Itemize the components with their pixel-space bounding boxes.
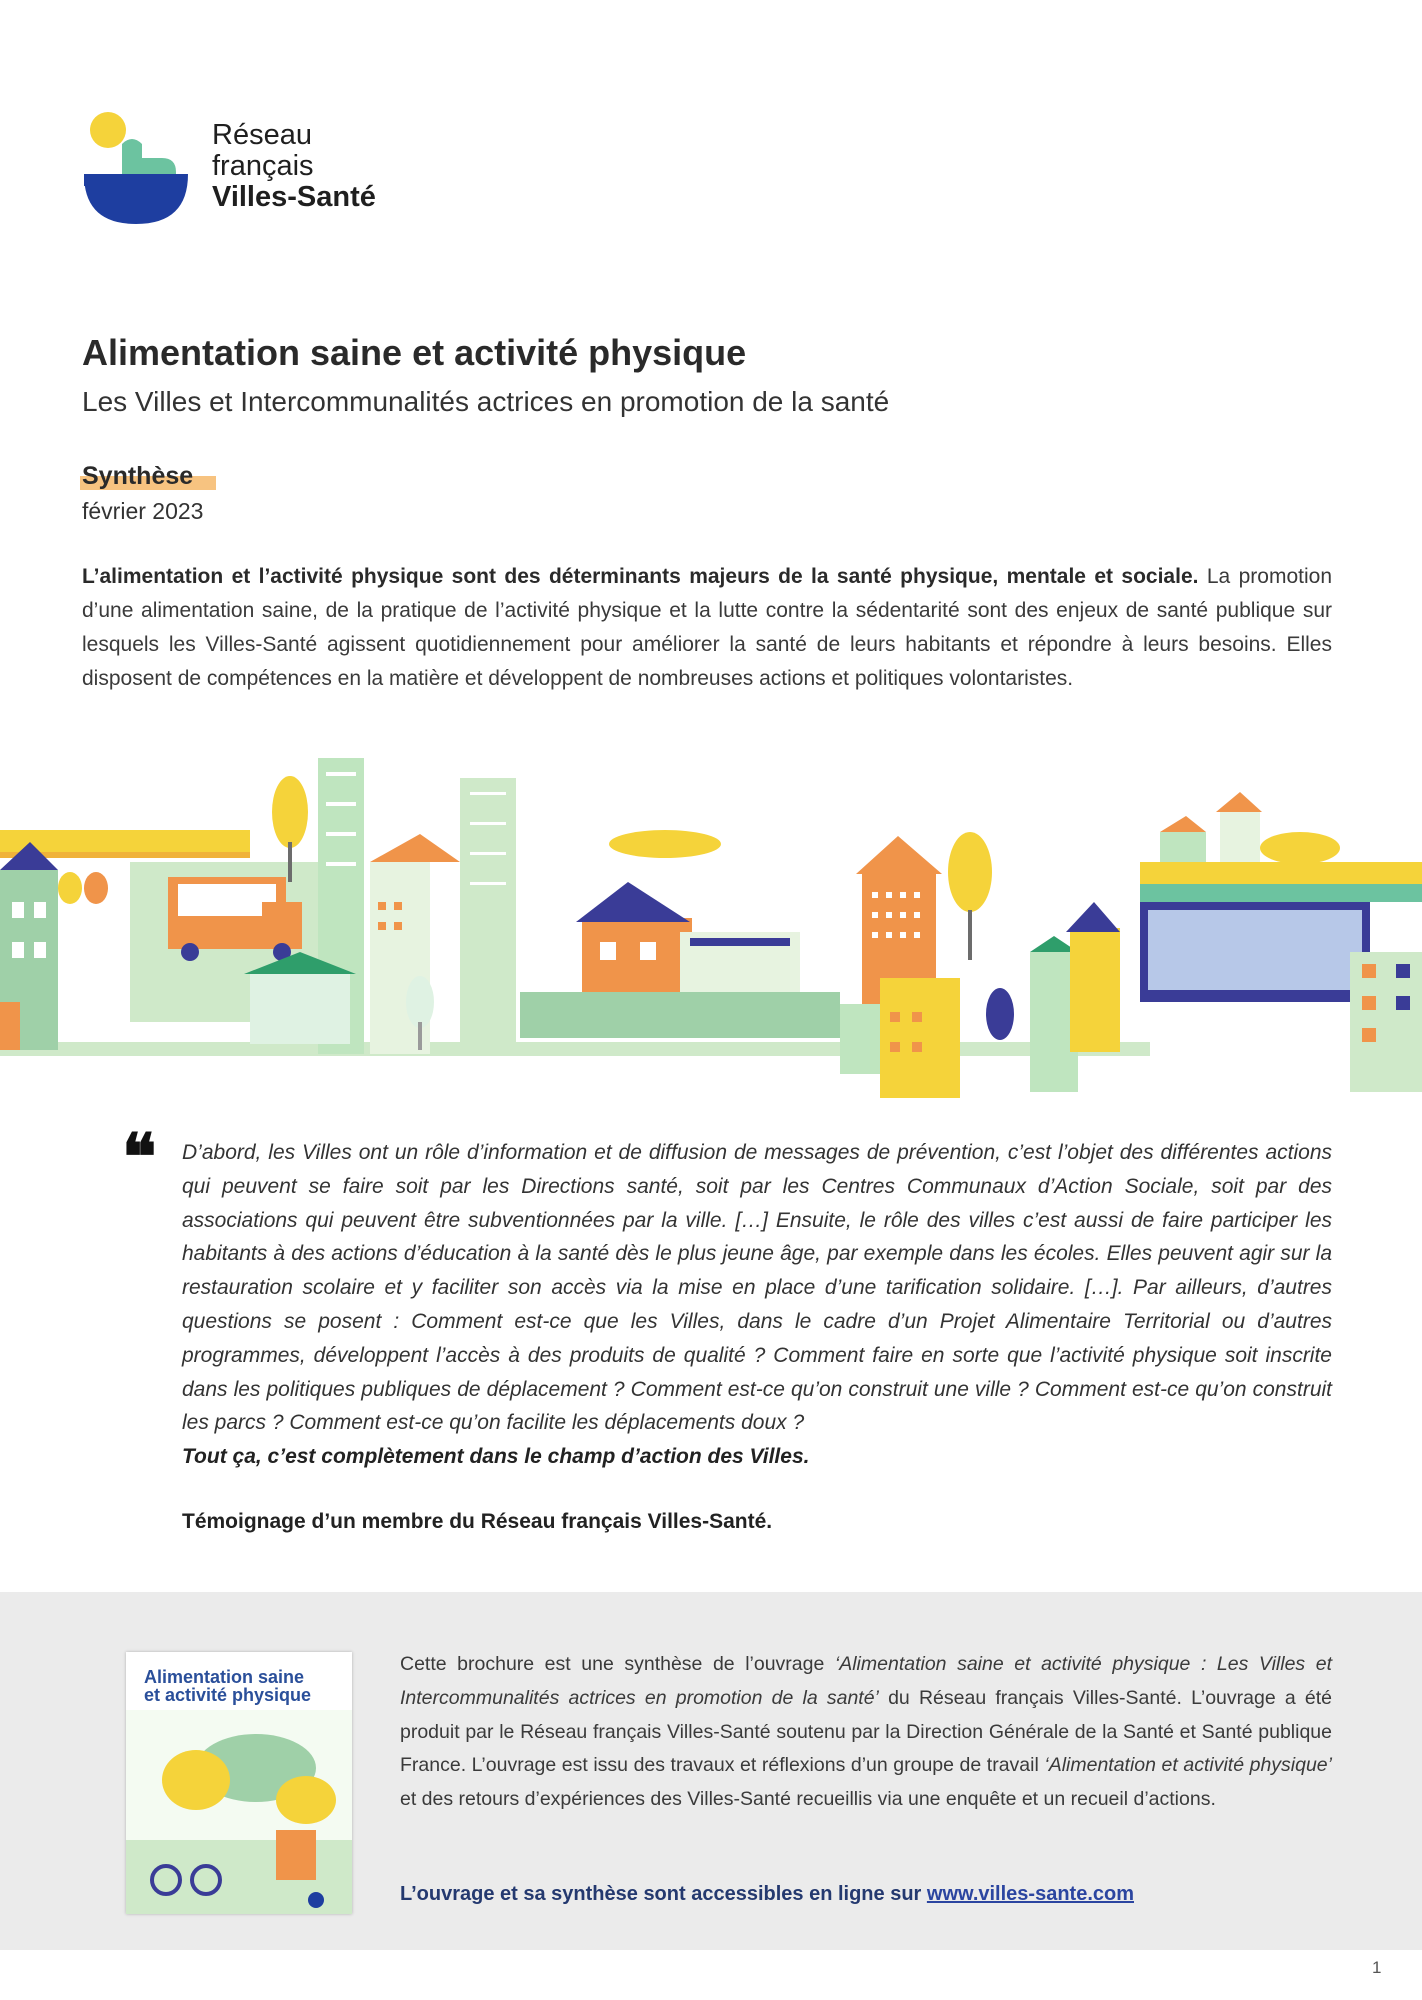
- document-title: Alimentation saine et activité physique: [82, 332, 747, 373]
- cover-title-line-1: Alimentation saine: [144, 1667, 305, 1687]
- footer-text-title: ‘Alimentation saine et activité physique : Les Villes et Intercommunalités actrices en promotion de la santé’: [400, 1653, 1332, 1709]
- brochure-cover-thumbnail: [126, 1652, 352, 1914]
- cover-title: [144, 1668, 344, 1704]
- cover-title-line-2: et activité physique: [144, 1685, 312, 1705]
- footer-description: [400, 1648, 1332, 1817]
- footer-text-2: du Réseau français Villes-Santé. L’ouvrage a été produit par le Réseau français Villes-Santé soutenu par la Direction Générale de la Santé et Santé publique France. L’ouvrage est issu des travaux et réflexions d’un groupe de travail: [400, 1686, 1333, 1777]
- logo-line-3: Villes-Santé: [212, 181, 376, 213]
- intro-lead: L’alimentation et l’activité physique sont des déterminants majeurs de la santé physique, mentale et sociale.: [82, 565, 1199, 588]
- footer-link-prefix: L’ouvrage et sa synthèse sont accessibles en ligne sur: [400, 1883, 927, 1905]
- logo-line-2: français: [212, 150, 314, 182]
- testimonial-quote: [182, 1136, 1332, 1474]
- quote-mark-icon: ❝: [122, 1120, 157, 1195]
- intro-paragraph: [82, 560, 1332, 696]
- footer-text-1: Cette brochure est une synthèse de l’ouvrage: [400, 1653, 835, 1675]
- city-illustration: [0, 752, 1422, 1104]
- page-number: 1: [1372, 1958, 1382, 1977]
- quote-text: D’abord, les Villes ont un rôle d’information et de diffusion de messages de prévention, c’est l’objet des différentes actions qui peuvent se faire soit par les Directions santé, soit par les Centres Communaux d’Action Sociale, soit par des associations qui peuvent être subventionnées par la ville. […] Ensuite, le rôle des villes c’est aussi de faire participer les habitants à des actions d’éducation à la santé dès le plus jeune âge, par exemple dans les écoles. Elles peuvent agir sur la restauration scolaire et y faciliter son accès via la mise en place d’une tarification solidaire. […]. Par ailleurs, d’autres questions se posent : Comment est-ce que les Villes, dans le cadre d’un Projet Alimentaire Territorial ou d’autres programmes, développent l’accès à des produits de qualité ? Comment faire en sorte que l’activité physique soit inscrite dans les politiques publiques de déplacement ? Comment est-ce qu’on construit une ville ? Comment est-ce qu’on construit les parcs ? Comment est-ce qu’on facilite les déplacements doux ?: [182, 1141, 1332, 1435]
- footer-text-group: ‘Alimentation et activité physique’: [1044, 1754, 1332, 1777]
- footer-link-line: [400, 1883, 1134, 1906]
- logo-text: [212, 120, 376, 213]
- footer-text-3: et des retours d’expériences des Villes-Santé recueillis via une enquête et un recueil d’actions.: [400, 1788, 1216, 1811]
- quote-conclusion: Tout ça, c’est complètement dans le champ d’action des Villes.: [182, 1445, 810, 1469]
- quote-source: Témoignage d’un membre du Réseau français Villes-Santé.: [182, 1510, 773, 1533]
- publication-date: février 2023: [82, 498, 204, 524]
- cover-illustration: [126, 1710, 352, 1914]
- intro-body: La promotion d’une alimentation saine, de la pratique de l’activité physique et la lutte contre la sédentarité sont des enjeux de santé publique sur lesquels les Villes-Santé agissent quotidiennement pour améliorer la santé de leurs habitants et répondre à leurs besoins. Elles disposent de compétences en la matière et développent de nombreuses actions et politiques volontaristes.: [82, 565, 1333, 690]
- section-label: Synthèse: [82, 462, 194, 490]
- website-link[interactable]: www.villes-sante.com: [926, 1883, 1134, 1905]
- document-subtitle: Les Villes et Intercommunalités actrices en promotion de la santé: [82, 386, 890, 417]
- logo-line-1: Réseau: [212, 119, 312, 151]
